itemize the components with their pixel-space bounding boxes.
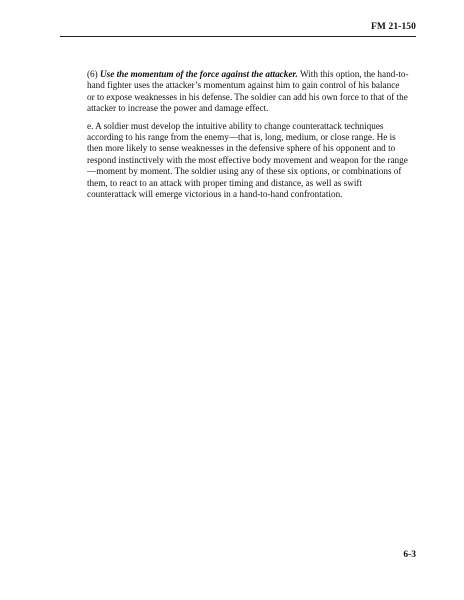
header-rule (60, 36, 416, 37)
document-id: FM 21-150 (371, 22, 416, 32)
body-text (87, 69, 409, 206)
page-number: 6-3 (403, 550, 416, 560)
paragraph-6-number: (6) (87, 69, 98, 79)
paragraph-6 (87, 69, 409, 115)
paragraph-6-text: With this option, the hand-to-hand fighter uses the attacker’s momentum against him to gain control of his balance or to expose weaknesses in his defense. The soldier can add his own force to that of the attacker to increase the power and damage effect. (87, 69, 409, 114)
paragraph-e-text: A soldier must develop the intuitive ability to change counterattack techniques according to his range from the enemy—that is, long, medium, or close range. He is then more likely to sense weaknesses in the defensive sphere of his opponent and to respond instinctively with the most effective body movement and weapon for the range—moment by moment. The soldier using any of these six options, or combinations of them, to react to an attack with proper timing and distance, as well as swift counterattack will emerge victorious in a hand-to-hand confrontation. (87, 120, 408, 200)
paragraph-6-title: Use the momentum of the force against the attacker. (100, 69, 298, 79)
paragraph-e-label: e. (87, 120, 94, 131)
paragraph-e (87, 121, 409, 201)
